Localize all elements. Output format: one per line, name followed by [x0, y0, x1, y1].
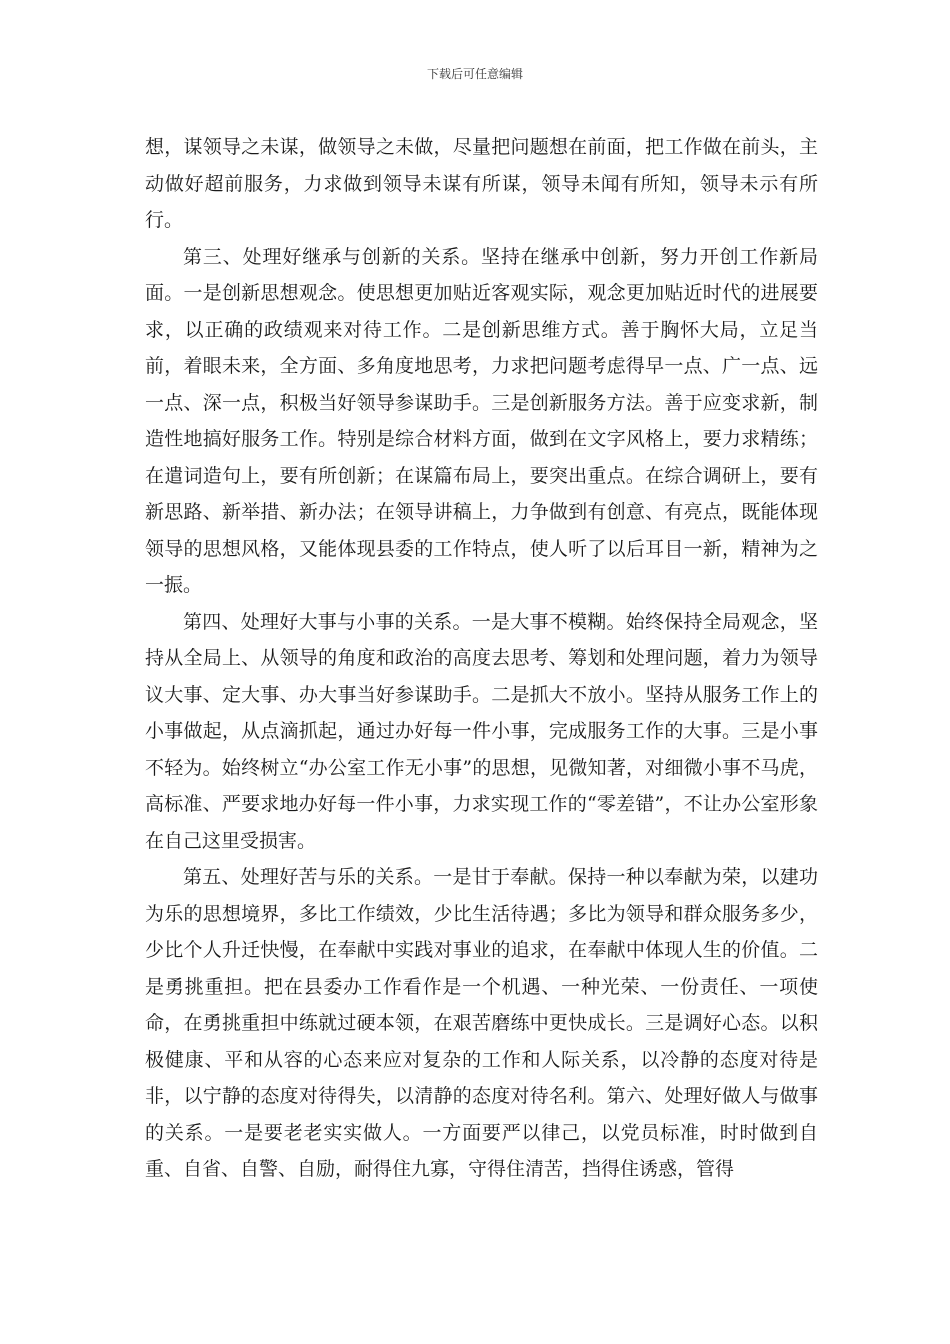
page-header: 下载后可任意编辑 [426, 67, 523, 81]
paragraph-third-relationship: 第三、处理好继承与创新的关系。坚持在继承中创新，努力开创工作新局面。一是创新思想观念。使思想更加贴近客观实际，观念更加贴近时代的进展要求，以正确的政绩观来对待工作。二是创新思维方式。善于胸怀大局，立足当前，着眼未来，全方面、多角度地思考，力求把问题考虑得早一点、广一点、远一点、深一点，积极当好领导参谋助手。三是创新服务方法。善于应变求新，制造性地搞好服务工作。特别是综合材料方面，做到在文字风格上，要力求精练；在遣词造句上，要有所创新；在谋篇布局上，要突出重点。在综合调研上，要有新思路、新举措、新办法；在领导讲稿上，力争做到有创意、有亮点，既能体现领导的思想风格，又能体现县委的工作特点，使人听了以后耳目一新，精神为之一振。 [145, 245, 818, 596]
paragraph-fifth-relationship: 第五、处理好苦与乐的关系。一是甘于奉献。保持一种以奉献为荣，以建功为乐的思想境界，多比工作绩效，少比生活待遇；多比为领导和群众服务多少，少比个人升迁快慢，在奉献中实践对事业的追求，在奉献中体现人生的价值。二是勇挑重担。把在县委办工作看作是一个机遇、一种光荣、一份责任、一项使命，在勇挑重担中练就过硬本领，在艰苦磨练中更快成长。三是调好心态。以积极健康、平和从容的心态来应对复杂的工作和人际关系，以冷静的态度对待是非，以宁静的态度对待得失，以清静的态度对待名利。第六、处理好做人与做事的关系。一是要老老实实做人。一方面要严以律己，以党员标准，时时做到自重、自省、自警、自励，耐得住九寡，守得住清苦，挡得住诱惑，管得 [145, 866, 818, 1180]
paragraph-fourth-relationship: 第四、处理好大事与小事的关系。一是大事不模糊。始终保持全局观念，坚持从全局上、从领导的角度和政治的高度去思考、筹划和处理问题，着力为领导议大事、定大事、办大事当好参谋助手。二是抓大不放小。坚持从服务工作上的小事做起，从点滴抓起，通过办好每一件小事，完成服务工作的大事。三是小事不轻为。始终树立“办公室工作无小事”的思想，见微知著，对细微小事不马虎，高标准、严要求地办好每一件小事，力求实现工作的“零差错”，不让办公室形象在自己这里受损害。 [145, 610, 818, 852]
paragraph-continuation: 想，谋领导之未谋，做领导之未做，尽量把问题想在前面，把工作做在前头，主动做好超前服务，力求做到领导未谋有所谋，领导未闻有所知，领导未示有所行。 [145, 136, 818, 231]
document-body [145, 129, 818, 1188]
